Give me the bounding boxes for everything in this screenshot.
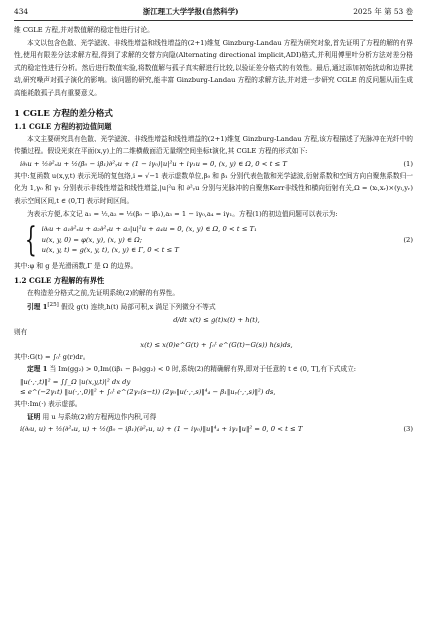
theorem-text: 当 Im(gg₂) > 0,Im((iβ₁ − β₀)gg₂) < 0 时,系统(2)的精确解有界,即对于任意的 t ∈ (0, T],有下式成立: bbox=[47, 365, 357, 374]
theorem-label: 定理 1 bbox=[27, 365, 48, 374]
text-then: 则有 bbox=[14, 328, 28, 337]
text-where-g: 其中:G(t) = ∫₀ᵗ g(r)dr。 bbox=[14, 352, 90, 361]
proof-label: 证明 bbox=[27, 412, 41, 421]
lemma-citation: [25] bbox=[47, 302, 59, 309]
equation-2-lines bbox=[42, 224, 395, 256]
equation-3-body: i(∂ₜu, u) + ½(∂²ₓu, u) + ½(β₀ − iβ₁)(∂²ᵧu, u) + (1 − iγ₀)‖u‖⁴₄ + iγ₁‖u‖² = 0, 0 < t ≤ T bbox=[20, 425, 303, 434]
running-header bbox=[14, 6, 413, 21]
equation-2-number: (2) bbox=[403, 236, 413, 245]
equation-2-line: u(x, y, 0) = φ(x, y), (x, y) ∈ Ω; bbox=[41, 235, 143, 244]
equation-1-number: (1) bbox=[403, 159, 413, 168]
proof-text: 用 u 与系统(2)的方程两边作内积,可得 bbox=[40, 412, 157, 421]
journal-title: 浙江理工大学学报(自然科学) bbox=[142, 7, 239, 16]
issue-info: 2025 年 第 53 卷 bbox=[353, 7, 413, 16]
equation-then bbox=[14, 341, 413, 349]
paragraph-boundary: 其中:φ 和 g 是光滑函数,Γ 是 Ω 的边界。 bbox=[14, 262, 138, 271]
theorem-1 bbox=[14, 363, 413, 376]
section-heading: 1 CGLE 方程的差分格式 bbox=[14, 108, 113, 119]
subsection-heading-1-2: 1.2 CGLE 方程解的有界性 bbox=[14, 275, 105, 285]
text-im-note: 其中:Im(·) 表示虚部。 bbox=[14, 399, 82, 408]
page-number: 434 bbox=[14, 7, 29, 16]
equation-1 bbox=[14, 160, 413, 168]
equation-2-line: i∂ₜu + a₁∂²ₓu + a₂∂²ᵧu + a₃|u|²u + a₄u = 0, (x, y) ∈ Ω, 0 < t ≤ T₁ bbox=[41, 225, 257, 234]
equation-bound-b-body: ≤ e^(−2γ₁t) ‖u(·,·,0)‖² + ∫₀ᵗ e^(2γ₁(s−t)) (2γ₀‖u(·,·,s)‖⁴₄ − β₁‖uᵧ(·,·,s)‖²) ds, bbox=[20, 387, 276, 396]
equation-2-system bbox=[14, 220, 413, 261]
paragraph-model: 本文主要研究具有色散、光学滤波、非线性增益和线性增益的(2+1)维复 Ginzburg-Landau 方程,该方程描述了光脉冲在光纤中的传播过程。假设光束在平面(x,y)上的二维横截面沿无量纲空间坐标t演化,其 CGLE 方程的形式如下: bbox=[14, 134, 413, 156]
equation-1-body: i∂ₜu + ½∂²ₓu + ½(β₀ − iβ₁)∂²ᵧu + (1 − iγ₀)|u|²u + iγ₁u = 0, (x, y) ∈ Ω, 0 < t ≤ T bbox=[20, 159, 287, 168]
system-brace: { bbox=[24, 220, 37, 261]
equation-bound-b bbox=[14, 388, 413, 396]
paragraph-boundedness: 在构造差分格式之前,先证明系统(2)的解的有界性。 bbox=[27, 288, 180, 297]
equation-bound-a bbox=[14, 378, 413, 386]
equation-bound-a-body: ‖u(·,·,t)‖² = ∫∫_Ω |u(x,y,t)|² dx dy bbox=[20, 377, 131, 386]
paragraph-notation: 为表示方便,本文记 a₁ = ½,a₂ = ½(β₀ − iβ₁),a₃ = 1 − iγ₀,a₄ = iγ₁。方程(1)的初边值问题可以表示为: bbox=[27, 209, 338, 218]
lemma-label: 引理 1 bbox=[27, 303, 48, 312]
equation-2-line: u(x, y, t) = g(x, y, t), (x, y) ∈ Γ, 0 < t ≤ T bbox=[41, 246, 179, 255]
paragraph-definitions: 其中:复函数 u(x,y,t) 表示光场的复包络,i = √−1 表示虚数单位,β₀ 和 β₁ 分别代表色散和光学滤波,衍射系数和空间方向自聚焦系数归一化为 1,γ₀ 和 γ₁ 分别表示非线性增益和线性增益,|u|²u 和 ∂²ᵧu 分别与光脉冲的自聚焦Kerr非线性和横向衍射有关,Ω = (xₗ,xᵣ)×(yₗ,yᵣ) 表示空间区间,t ∈ (0,T] 表示时间区间。 bbox=[14, 171, 413, 205]
lemma-1 bbox=[14, 299, 413, 314]
equation-3-number: (3) bbox=[403, 425, 413, 434]
equation-3 bbox=[14, 425, 413, 433]
equation-lemma-body: d/dt x(t) ≤ g(t)x(t) + h(t), bbox=[173, 316, 260, 325]
intro-tail: 维 CGLE 方程,并对数值解的稳定性进行讨论。 bbox=[14, 26, 154, 34]
lemma-text: 假设 g(t) 连续,h(t) 局部可积,x 满足下列微分不等式 bbox=[58, 303, 216, 312]
proof-intro bbox=[14, 411, 413, 424]
equation-then-body: x(t) ≤ x(0)e^G(t) + ∫₀ᵗ e^(G(t)−G(s)) h(s)ds, bbox=[140, 340, 293, 349]
equation-lemma bbox=[14, 316, 413, 324]
subsection-heading-1-1: 1.1 CGLE 方程的初边值问题 bbox=[14, 121, 112, 131]
intro-paragraph: 本文以包含色散、光学滤波、非线性增益和线性增益的(2+1)维复 Ginzburg-Landau 方程为研究对象,首先证明了方程的解的有界性,使用有限差分法求解方程,得到了求解的交替方向隐(Alternating directional implicit,ADI)格式,并利用傅里叶分析方法对差分格式的稳定性进行分析。然后进行数值实验,将数值解与孤子真实解进行比较,以验证差分格式的有效性。最后,通过添加初始扰动和边界扰动,研究噪声对孤子演化的影响。该问题的研究,能丰富 Ginzburg-Landau 方程的求解方法,并对进一步研究 CGLE 的反问题从而生成高能耗散孤子具有重要意义。 bbox=[14, 38, 413, 97]
